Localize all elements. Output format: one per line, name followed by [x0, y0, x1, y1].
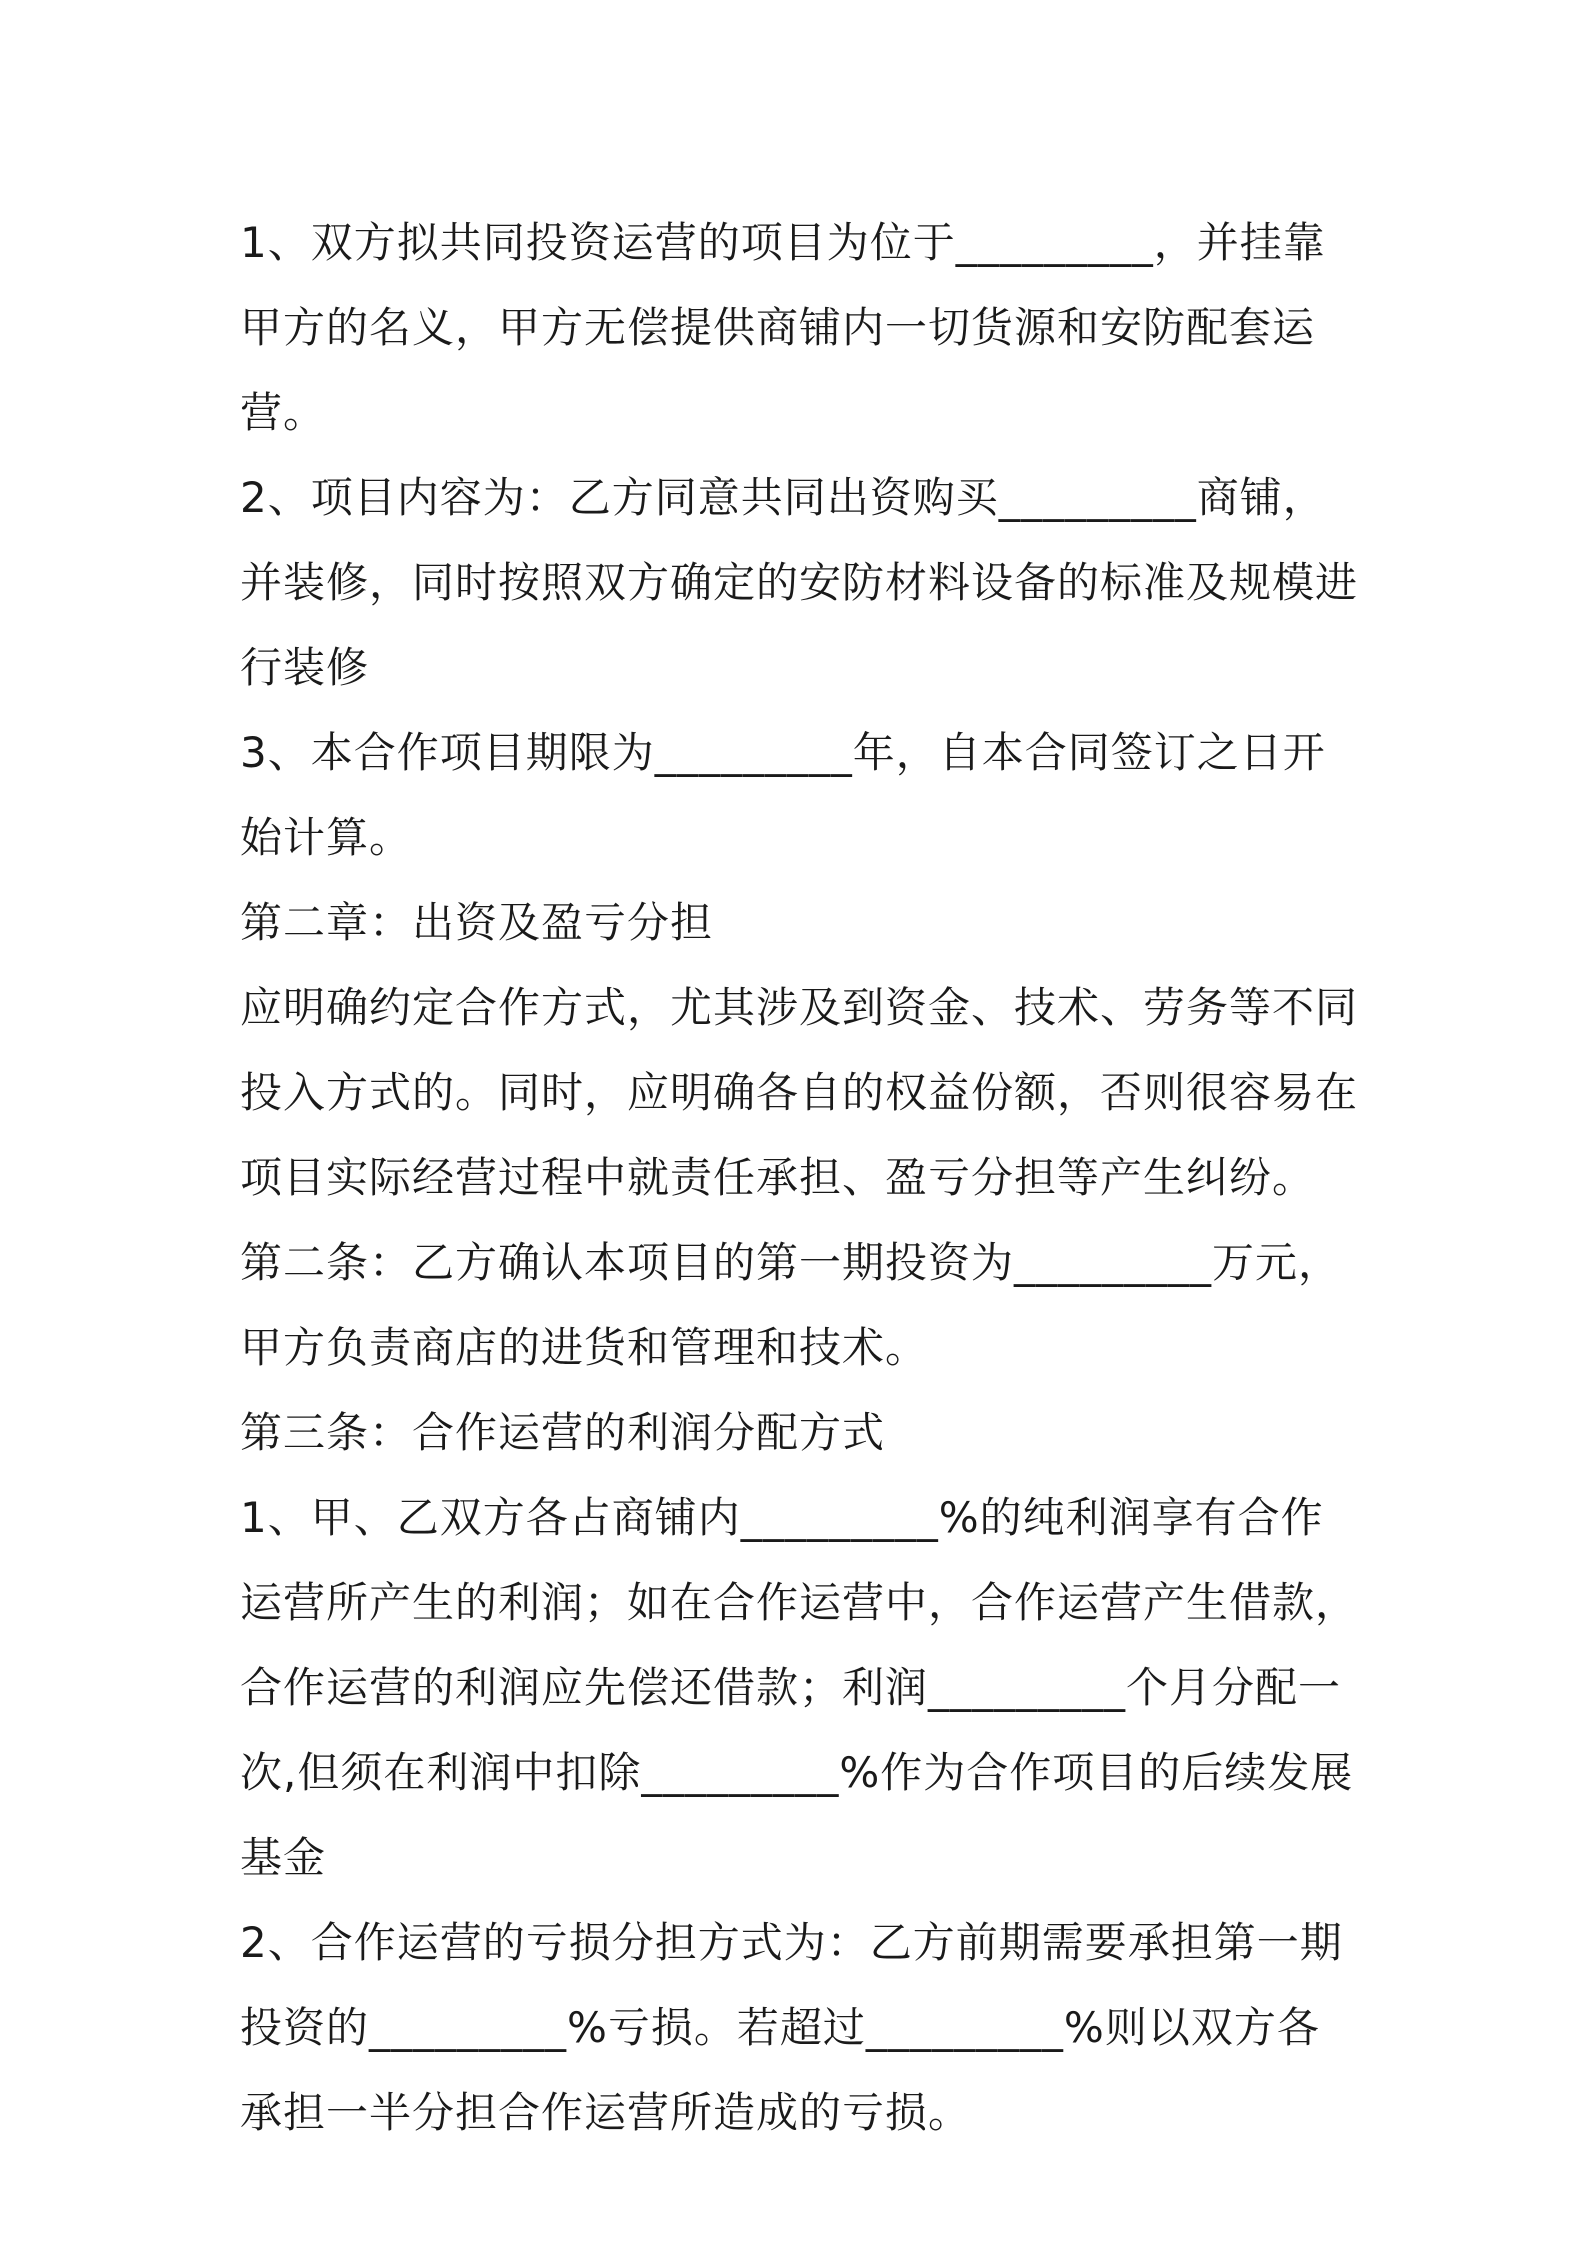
chapter-2-heading: 第二章：出资及盈亏分担	[240, 898, 714, 947]
article-2-investment: 第二条：乙方确认本项目的第一期投资为_________万元，甲方负责商店的进货和管理和技术。	[240, 1238, 1342, 1372]
article-3-clause-1-profit: 1、甲、乙双方各占商铺内_________%的纯利润享有合作运营所产生的利润；如在合作运营中，合作运营产生借款，合作运营的利润应先偿还借款；利润_________个月分配一次,但须在利润中扣除_________%作为合作项目的后续发展基金	[240, 1493, 1359, 1882]
clause-2-project-content: 2、项目内容为：乙方同意共同出资购买_________商铺，并装修，同时按照双方确定的安防材料设备的标准及规模进行装修	[240, 473, 1359, 692]
article-3-clause-2-loss: 2、合作运营的亏损分担方式为：乙方前期需要承担第一期投资的_________%亏损。若超过_________%则以双方各承担一半分担合作运营所造成的亏损。	[240, 1918, 1343, 2137]
chapter-2-note: 应明确约定合作方式，尤其涉及到资金、技术、劳务等不同投入方式的。同时，应明确各自的权益份额，否则很容易在项目实际经营过程中就责任承担、盈亏分担等产生纠纷。	[240, 983, 1359, 1202]
article-3-heading: 第三条：合作运营的利润分配方式	[240, 1408, 886, 1457]
clause-1-project-location: 1、双方拟共同投资运营的项目为位于_________，并挂靠甲方的名义，甲方无偿提供商铺内一切货源和安防配套运营。	[240, 218, 1326, 437]
document-body	[240, 200, 1360, 2155]
clause-3-project-term: 3、本合作项目期限为_________年，自本合同签订之日开始计算。	[240, 728, 1326, 862]
